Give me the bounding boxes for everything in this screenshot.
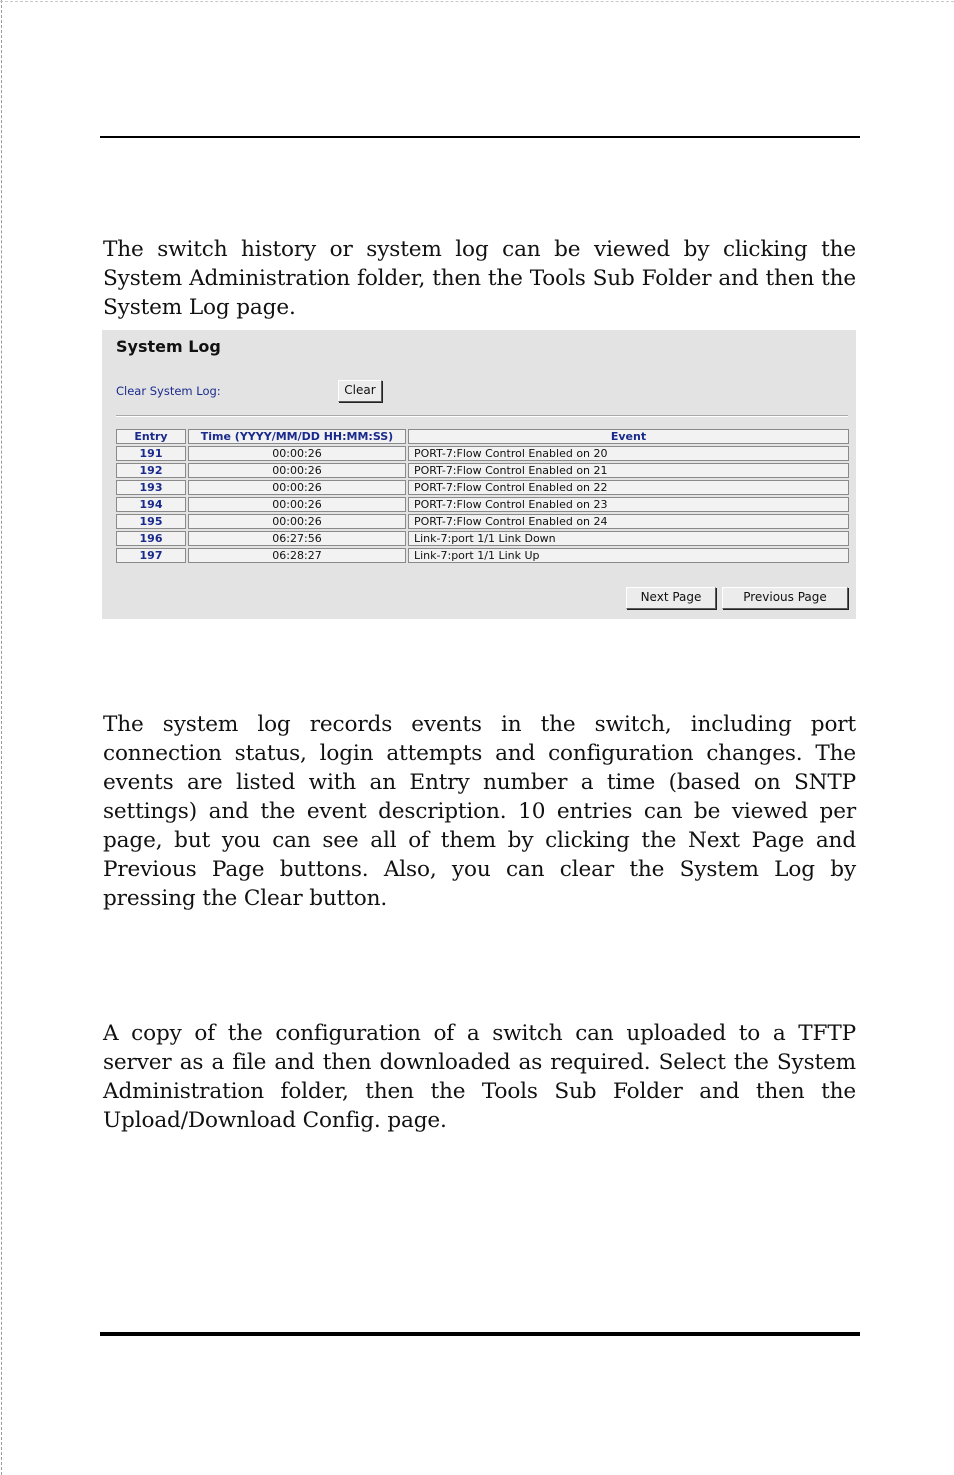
table-row (116, 497, 849, 512)
table-row (116, 531, 849, 546)
table-row (116, 463, 849, 478)
entry-cell: 191 (116, 446, 186, 461)
entry-cell: 196 (116, 531, 186, 546)
footer-rule (100, 1332, 860, 1336)
entry-cell: 195 (116, 514, 186, 529)
table-row (116, 514, 849, 529)
table-row (116, 548, 849, 563)
time-cell: 00:00:26 (188, 463, 406, 478)
event-cell: PORT-7:Flow Control Enabled on 24 (408, 514, 849, 529)
clear-button[interactable]: Clear (338, 380, 382, 402)
page-edge-left (1, 0, 2, 1475)
table-row (116, 480, 849, 495)
previous-page-button[interactable]: Previous Page (722, 587, 848, 609)
event-column-header: Event (408, 429, 849, 444)
config-paragraph: A copy of the configuration of a switch can uploaded to a TFTP server as a file and then downloaded as required. Select the System Administration folder, then the Tools Sub Folder and then the Upload/Download Config. page. (103, 1021, 856, 1133)
time-cell: 00:00:26 (188, 480, 406, 495)
event-cell: PORT-7:Flow Control Enabled on 20 (408, 446, 849, 461)
event-cell: Link-7:port 1/1 Link Up (408, 548, 849, 563)
entry-cell: 197 (116, 548, 186, 563)
description-paragraph: The system log records events in the switch, including port connection status, login attempts and configuration changes. The events are listed with an Entry number a time (based on SNTP settings) and the event description. 10 entries can be viewed per page, but you can see all of them by clicking the Next Page and Previous Page buttons. Also, you can clear the System Log by pressing the Clear button. (103, 712, 856, 911)
panel-divider (116, 415, 848, 417)
time-cell: 00:00:26 (188, 514, 406, 529)
next-page-button[interactable]: Next Page (626, 587, 716, 609)
clear-system-log-label: Clear System Log: (116, 384, 221, 398)
time-column-header: Time (YYYY/MM/DD HH:MM:SS) (188, 429, 406, 444)
header-rule (100, 136, 860, 138)
time-cell: 00:00:26 (188, 446, 406, 461)
event-cell: Link-7:port 1/1 Link Down (408, 531, 849, 546)
event-cell: PORT-7:Flow Control Enabled on 23 (408, 497, 849, 512)
table-row (116, 446, 849, 461)
entry-cell: 194 (116, 497, 186, 512)
system-log-panel (102, 330, 856, 619)
time-cell: 06:28:27 (188, 548, 406, 563)
event-cell: PORT-7:Flow Control Enabled on 22 (408, 480, 849, 495)
intro-paragraph: The switch history or system log can be viewed by clicking the System Administration folder, then the Tools Sub Folder and then the System Log page. (103, 237, 856, 320)
entry-column-header: Entry (116, 429, 186, 444)
table-header-row (116, 429, 849, 444)
panel-title: System Log (116, 337, 221, 356)
event-cell: PORT-7:Flow Control Enabled on 21 (408, 463, 849, 478)
page-edge-top (0, 1, 954, 2)
entry-cell: 193 (116, 480, 186, 495)
system-log-table (114, 427, 851, 565)
time-cell: 00:00:26 (188, 497, 406, 512)
time-cell: 06:27:56 (188, 531, 406, 546)
entry-cell: 192 (116, 463, 186, 478)
